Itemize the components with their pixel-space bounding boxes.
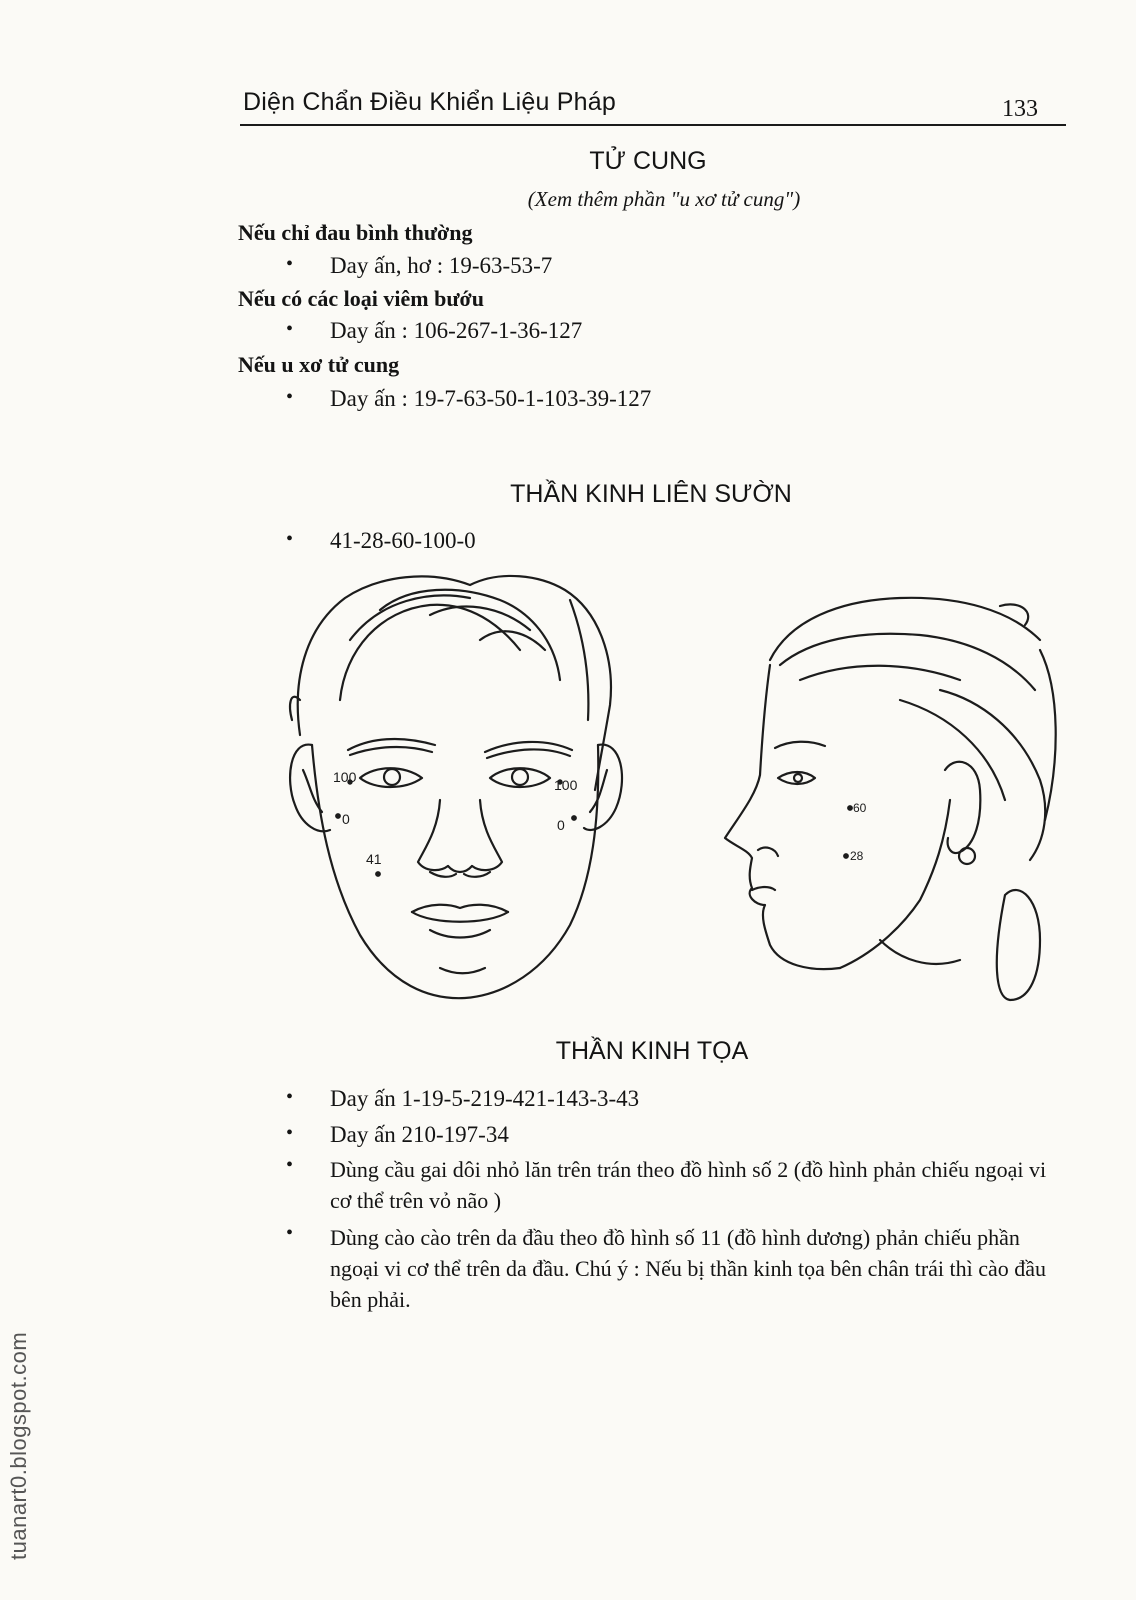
point-label-0-left: 0 xyxy=(342,811,350,827)
point-label-28: 28 xyxy=(850,849,864,863)
bullet-mark: • xyxy=(286,1154,294,1176)
bullet-text: 41-28-60-100-0 xyxy=(330,528,476,553)
bullet-text: Day ấn 210-197-34 xyxy=(330,1122,509,1147)
section-note-tu-cung: (Xem thêm phần "u xơ tử cung") xyxy=(527,187,801,211)
bullet-mark: • xyxy=(286,318,294,340)
point-label-100-right: 100 xyxy=(554,777,578,793)
condition-label: Nếu chỉ đau bình thường xyxy=(238,220,473,245)
bullet-mark: • xyxy=(286,253,294,275)
bullet-mark: • xyxy=(286,1122,294,1144)
bullet-text: Dùng cào cào trên da đầu theo đồ hình số 11 (đồ hình dương) phản chiếu phần ngoại vi cơ thể trên da đầu. Chú ý : Nếu bị thần kinh tọa bên chân trái thì cào đầu bên phải. xyxy=(330,1225,1047,1312)
bullet-mark: • xyxy=(286,1222,294,1244)
bullet-item xyxy=(286,1222,1070,1315)
point-label-60: 60 xyxy=(853,801,867,815)
running-header-title: Diện Chẩn Điều Khiển Liệu Pháp xyxy=(243,88,616,116)
bullet-mark: • xyxy=(286,1086,294,1108)
side-face-drawing xyxy=(725,598,1056,1000)
point-label-0-right: 0 xyxy=(557,817,565,833)
bullet-text: Day ấn 1-19-5-219-421-143-3-43 xyxy=(330,1086,640,1111)
side-watermark: tuanart0.blogspot.com xyxy=(6,1331,31,1560)
bullet-item xyxy=(286,1154,1070,1216)
section-heading-than-kinh-toa: THẦN KINH TỌA xyxy=(555,1037,749,1065)
bullet-text: Dùng cầu gai dôi nhỏ lăn trên trán theo đồ hình số 2 (đồ hình phản chiếu ngoại vi cơ thể trên vỏ não ) xyxy=(330,1157,1047,1213)
bullet-mark: • xyxy=(286,528,294,550)
bullet-text: Day ấn : 106-267-1-36-127 xyxy=(330,318,583,343)
bullet-text: Day ấn, hơ : 19-63-53-7 xyxy=(330,253,553,278)
bullet-text: Day ấn : 19-7-63-50-1-103-39-127 xyxy=(330,386,652,411)
point-label-100-left: 100 xyxy=(333,769,357,785)
point-label-41: 41 xyxy=(366,851,382,867)
condition-label: Nếu u xơ tử cung xyxy=(238,352,400,377)
section-heading-tu-cung: TỬ CUNG xyxy=(589,147,707,175)
section-heading-than-kinh-lien-suon: THẦN KINH LIÊN SƯỜN xyxy=(510,480,792,508)
page-number: 133 xyxy=(1002,96,1038,122)
condition-label: Nếu có các loại viêm bướu xyxy=(238,286,484,311)
bullet-mark: • xyxy=(286,386,294,408)
